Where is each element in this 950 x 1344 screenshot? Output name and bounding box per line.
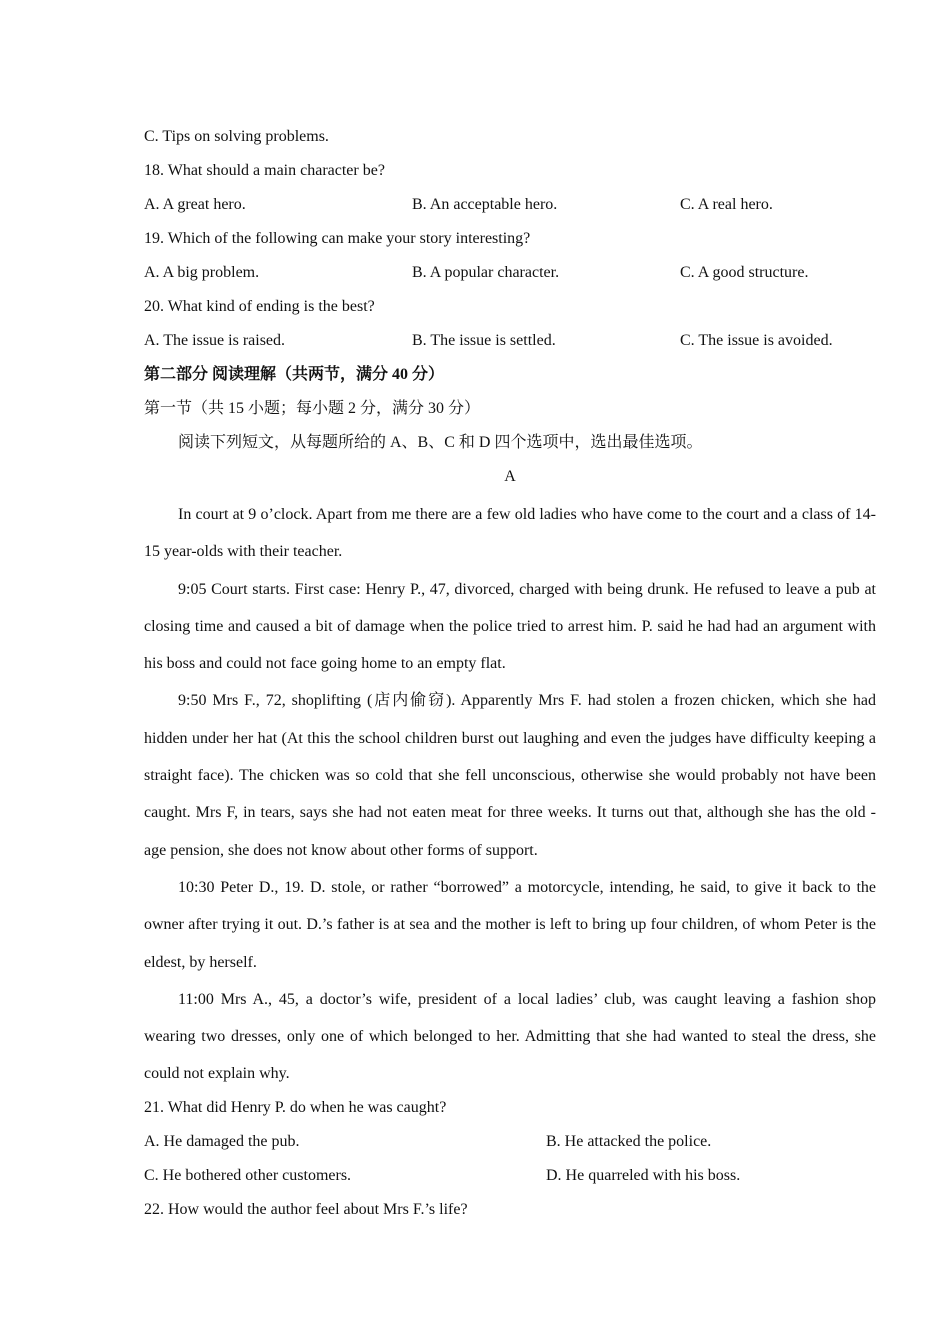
passage-paragraph-4: 10:30 Peter D., 19. D. stole, or rather “borrowed” a motorcycle, intending, he said, to give it back to the owner after trying it out. D.’s father is at sea and the mother is left to bring up four children, of whom Peter is the eldest, by herself. <box>144 878 876 971</box>
q20-question: 20. What kind of ending is the best? <box>144 298 375 315</box>
page-content <box>144 122 876 1229</box>
q20-options <box>144 326 876 360</box>
q22-question: 22. How would the author feel about Mrs F.’s life? <box>144 1200 468 1218</box>
q21-options-row-1 <box>144 1127 876 1161</box>
q19-options <box>144 258 876 292</box>
q17-option-c: C. Tips on solving problems. <box>144 128 329 145</box>
q19-option-b: B. A popular character. <box>412 264 560 281</box>
q19-option-a: A. A big problem. <box>144 264 260 281</box>
q19-option-c: C. A good structure. <box>680 264 809 281</box>
q18-option-b: B. An acceptable hero. <box>412 196 558 213</box>
passage-paragraph-3: 9:50 Mrs F., 72, shoplifting (店内偷窃). Apparently Mrs F. had stolen a frozen chicken, which she had hidden under her hat (At this the school children burst out laughing and even the judges have difficulty keeping a straight face). The chicken was so cold that she fell unconscious, otherwise she would probably not have been caught. Mrs F, in tears, says she had not eaten meat for three weeks. It turns out that, although she has the old - age pension, she does not know about other forms of support. <box>144 692 876 859</box>
q19-question: 19. Which of the following can make your story interesting? <box>144 230 531 247</box>
q21-question: 21. What did Henry P. do when he was caught? <box>144 1098 447 1116</box>
passage-label: A <box>504 468 516 485</box>
section-one-title: 第一节（共 15 小题；每小题 2 分，满分 30 分） <box>144 400 481 417</box>
q21-option-b: B. He attacked the police. <box>546 1132 712 1150</box>
q18-option-c: C. A real hero. <box>680 196 773 213</box>
part-two-title: 第二部分 阅读理解（共两节，满分 40 分） <box>144 366 445 383</box>
passage-paragraph-2: 9:05 Court starts. First case: Henry P., 47, divorced, charged with being drunk. He refused to leave a pub at closing time and caused a bit of damage when the police tried to arrest him. P. said he had had an argument with his boss and could not face going home to an empty flat. <box>144 580 876 673</box>
q21-option-d: D. He quarreled with his boss. <box>546 1166 741 1184</box>
q18-option-a: A. A great hero. <box>144 196 246 213</box>
q21-option-c: C. He bothered other customers. <box>144 1166 352 1184</box>
q21-options-row-2 <box>144 1161 876 1195</box>
q20-option-c: C. The issue is avoided. <box>680 332 833 349</box>
reading-instruction: 阅读下列短文，从每题所给的 A、B、C 和 D 四个选项中，选出最佳选项。 <box>178 434 703 451</box>
q18-question: 18. What should a main character be? <box>144 162 385 179</box>
q20-option-b: B. The issue is settled. <box>412 332 556 349</box>
q18-options <box>144 190 876 224</box>
q20-option-a: A. The issue is raised. <box>144 332 286 349</box>
passage-paragraph-5: 11:00 Mrs A., 45, a doctor’s wife, president of a local ladies’ club, was caught leaving a fashion shop wearing two dresses, only one of which belonged to her. Admitting that she had wanted to steal the dress, she could not explain why. <box>144 990 876 1083</box>
q21-option-a: A. He damaged the pub. <box>144 1132 300 1150</box>
passage-paragraph-1: In court at 9 o’clock. Apart from me there are a few old ladies who have come to the court and a class of 14-15 year-olds with their teacher. <box>144 506 876 561</box>
